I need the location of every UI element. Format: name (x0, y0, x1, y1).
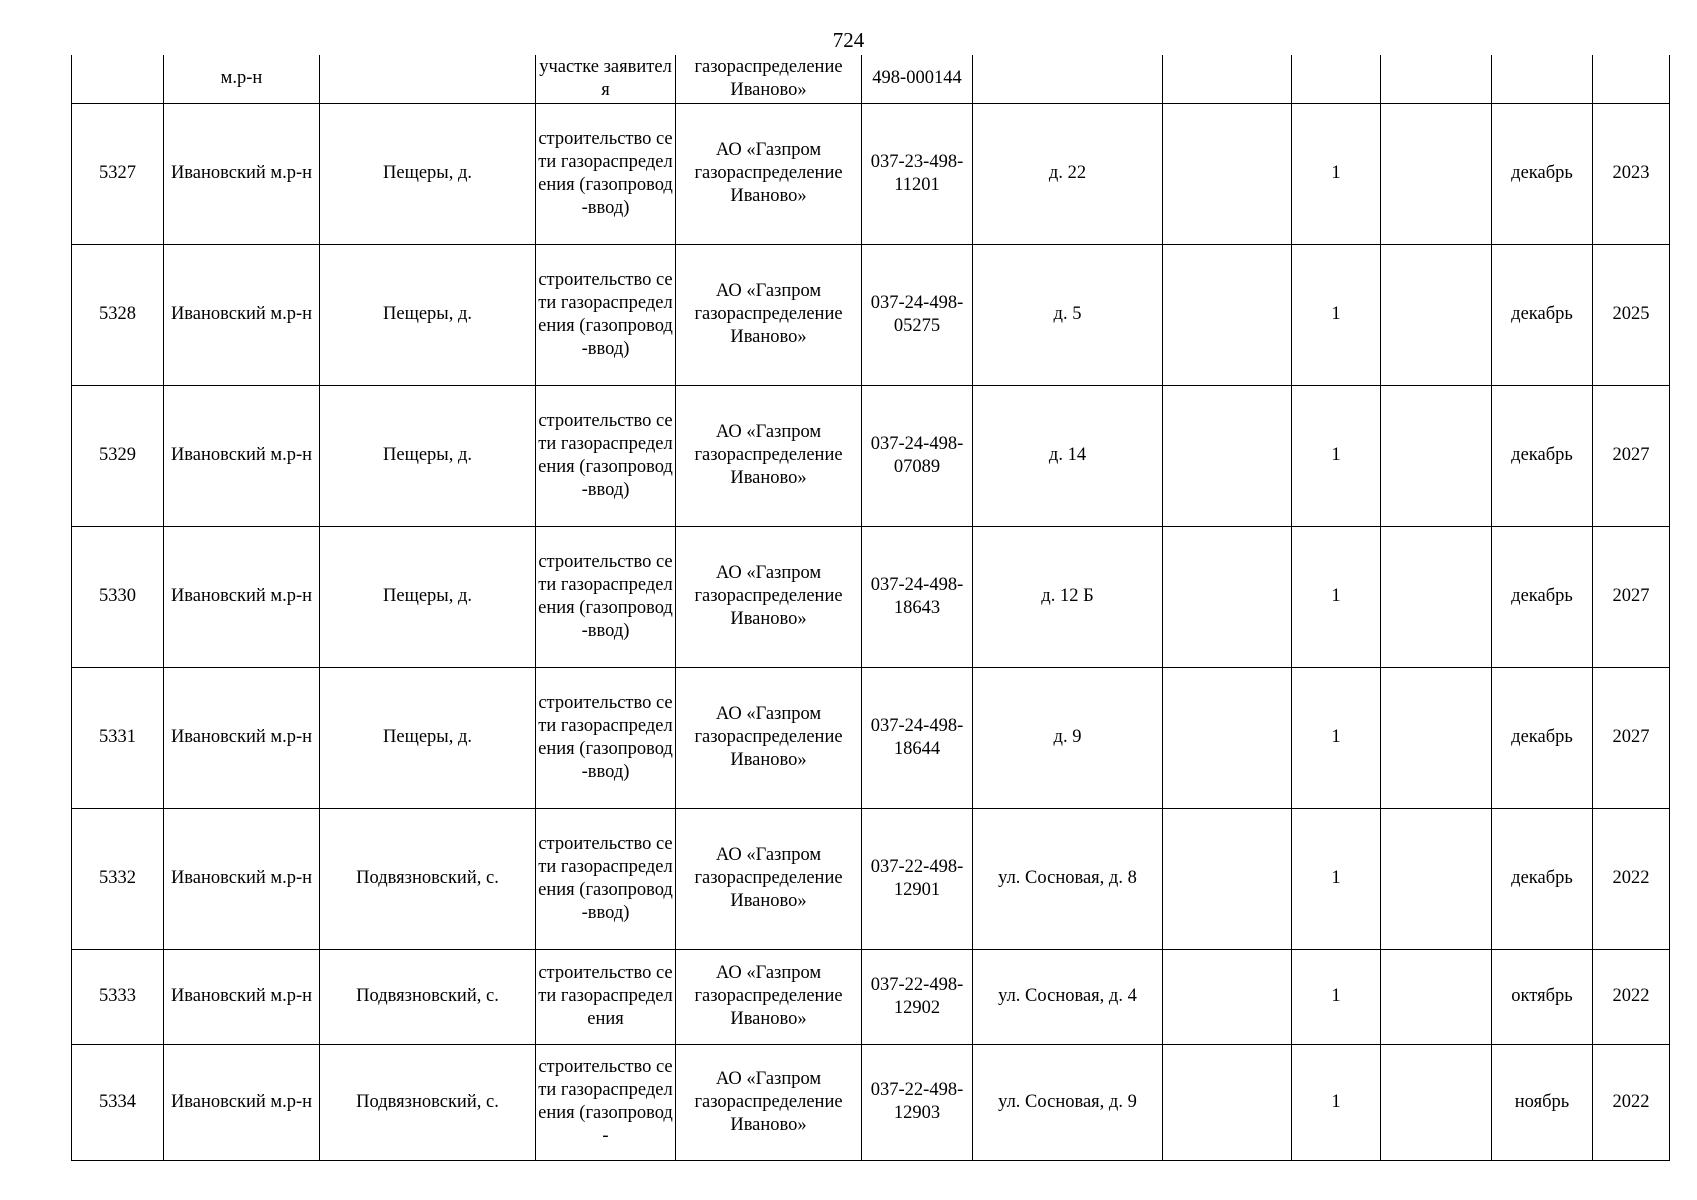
cell-address: ул. Сосновая, д. 4 (973, 949, 1163, 1044)
cell-count: 1 (1292, 103, 1381, 244)
cell-settlement: Пещеры, д. (320, 103, 536, 244)
cell-num: 5328 (72, 244, 164, 385)
cell-district: Ивановский м.р-н (164, 1044, 320, 1160)
cell-work-type: строительство сети газораспределения (газопровод-ввод) (536, 103, 676, 244)
cell-count: 1 (1292, 949, 1381, 1044)
cell-month (1492, 55, 1593, 103)
cell-organization: АО «Газпром газораспределение Иваново» (676, 103, 862, 244)
cell-code: 037-23-498-11201 (862, 103, 973, 244)
cell-code: 037-24-498-18643 (862, 526, 973, 667)
cell-address: д. 9 (973, 667, 1163, 808)
cell-col8 (1163, 103, 1292, 244)
cell-month: декабрь (1492, 808, 1593, 949)
cell-num: 5331 (72, 667, 164, 808)
cell-year: 2022 (1593, 1044, 1670, 1160)
cell-col8 (1163, 949, 1292, 1044)
cell-organization: АО «Газпром газораспределение Иваново» (676, 1044, 862, 1160)
table-row (72, 526, 1670, 667)
cell-col10 (1381, 103, 1492, 244)
cell-count: 1 (1292, 244, 1381, 385)
cell-district: Ивановский м.р-н (164, 385, 320, 526)
cell-settlement: Подвязновский, с. (320, 808, 536, 949)
cell-address: д. 12 Б (973, 526, 1163, 667)
cell-month: октябрь (1492, 949, 1593, 1044)
table-row (72, 808, 1670, 949)
cell-count: 1 (1292, 1044, 1381, 1160)
cell-district: м.р-н (164, 55, 320, 103)
cell-num: 5329 (72, 385, 164, 526)
cell-settlement: Пещеры, д. (320, 526, 536, 667)
cell-settlement: Пещеры, д. (320, 385, 536, 526)
cell-address: д. 22 (973, 103, 1163, 244)
cell-num: 5330 (72, 526, 164, 667)
cell-code: 037-22-498-12901 (862, 808, 973, 949)
cell-month: декабрь (1492, 103, 1593, 244)
cell-address: д. 14 (973, 385, 1163, 526)
cell-year: 2027 (1593, 667, 1670, 808)
cell-col8 (1163, 808, 1292, 949)
cell-organization: АО «Газпром газораспределение Иваново» (676, 949, 862, 1044)
cell-address: ул. Сосновая, д. 8 (973, 808, 1163, 949)
gasification-register-table (71, 55, 1670, 1161)
cell-district: Ивановский м.р-н (164, 667, 320, 808)
cell-work-type: строительство сети газораспределения (газопровод- (536, 1044, 676, 1160)
table-row (72, 244, 1670, 385)
cell-col10 (1381, 244, 1492, 385)
cell-count: 1 (1292, 526, 1381, 667)
table-row (72, 103, 1670, 244)
cell-district: Ивановский м.р-н (164, 103, 320, 244)
cell-col10 (1381, 526, 1492, 667)
cell-code: 037-24-498-07089 (862, 385, 973, 526)
cell-work-type: строительство сети газораспределения (газопровод-ввод) (536, 667, 676, 808)
cell-work-type: строительство сети газораспределения (газопровод-ввод) (536, 385, 676, 526)
cell-col8 (1163, 667, 1292, 808)
cell-year: 2022 (1593, 949, 1670, 1044)
cell-code: 037-24-498-05275 (862, 244, 973, 385)
cell-month: декабрь (1492, 526, 1593, 667)
cell-work-type: участке заявителя (536, 55, 676, 103)
table-row (72, 1044, 1670, 1160)
cell-district: Ивановский м.р-н (164, 244, 320, 385)
cell-code: 037-24-498-18644 (862, 667, 973, 808)
cell-address: д. 5 (973, 244, 1163, 385)
cell-organization: газораспределение Иваново» (676, 55, 862, 103)
cell-col8 (1163, 1044, 1292, 1160)
table-row (72, 949, 1670, 1044)
cell-work-type: строительство сети газораспределения (газопровод-ввод) (536, 244, 676, 385)
cell-organization: АО «Газпром газораспределение Иваново» (676, 385, 862, 526)
table-row-continued (72, 55, 1670, 103)
cell-col10 (1381, 808, 1492, 949)
cell-settlement: Пещеры, д. (320, 667, 536, 808)
cell-col8 (1163, 55, 1292, 103)
cell-work-type: строительство сети газораспределения (газопровод-ввод) (536, 808, 676, 949)
cell-year: 2022 (1593, 808, 1670, 949)
cell-year: 2025 (1593, 244, 1670, 385)
cell-col8 (1163, 244, 1292, 385)
cell-num: 5334 (72, 1044, 164, 1160)
cell-code: 037-22-498-12902 (862, 949, 973, 1044)
cell-work-type: строительство сети газораспределения (газопровод-ввод) (536, 526, 676, 667)
cell-work-type: строительство сети газораспределения (536, 949, 676, 1044)
page-number: 724 (832, 28, 865, 52)
table-row (72, 385, 1670, 526)
cell-num: 5327 (72, 103, 164, 244)
cell-code: 037-22-498-12903 (862, 1044, 973, 1160)
cell-month: декабрь (1492, 244, 1593, 385)
cell-settlement (320, 55, 536, 103)
cell-year: 2023 (1593, 103, 1670, 244)
cell-count: 1 (1292, 385, 1381, 526)
cell-col10 (1381, 385, 1492, 526)
cell-district: Ивановский м.р-н (164, 808, 320, 949)
cell-year: 2027 (1593, 526, 1670, 667)
cell-code: 498-000144 (862, 55, 973, 103)
cell-year: 2027 (1593, 385, 1670, 526)
cell-address (973, 55, 1163, 103)
cell-organization: АО «Газпром газораспределение Иваново» (676, 667, 862, 808)
cell-col10 (1381, 667, 1492, 808)
cell-organization: АО «Газпром газораспределение Иваново» (676, 808, 862, 949)
cell-count (1292, 55, 1381, 103)
cell-organization: АО «Газпром газораспределение Иваново» (676, 244, 862, 385)
cell-month: декабрь (1492, 667, 1593, 808)
cell-year (1593, 55, 1670, 103)
cell-month: ноябрь (1492, 1044, 1593, 1160)
cell-count: 1 (1292, 808, 1381, 949)
cell-district: Ивановский м.р-н (164, 526, 320, 667)
cell-settlement: Подвязновский, с. (320, 949, 536, 1044)
cell-col8 (1163, 526, 1292, 667)
cell-organization: АО «Газпром газораспределение Иваново» (676, 526, 862, 667)
cell-col10 (1381, 55, 1492, 103)
table-row (72, 667, 1670, 808)
cell-month: декабрь (1492, 385, 1593, 526)
cell-num: 5332 (72, 808, 164, 949)
cell-num (72, 55, 164, 103)
cell-col8 (1163, 385, 1292, 526)
cell-district: Ивановский м.р-н (164, 949, 320, 1044)
cell-address: ул. Сосновая, д. 9 (973, 1044, 1163, 1160)
cell-count: 1 (1292, 667, 1381, 808)
cell-settlement: Пещеры, д. (320, 244, 536, 385)
cell-settlement: Подвязновский, с. (320, 1044, 536, 1160)
cell-col10 (1381, 949, 1492, 1044)
cell-col10 (1381, 1044, 1492, 1160)
cell-num: 5333 (72, 949, 164, 1044)
